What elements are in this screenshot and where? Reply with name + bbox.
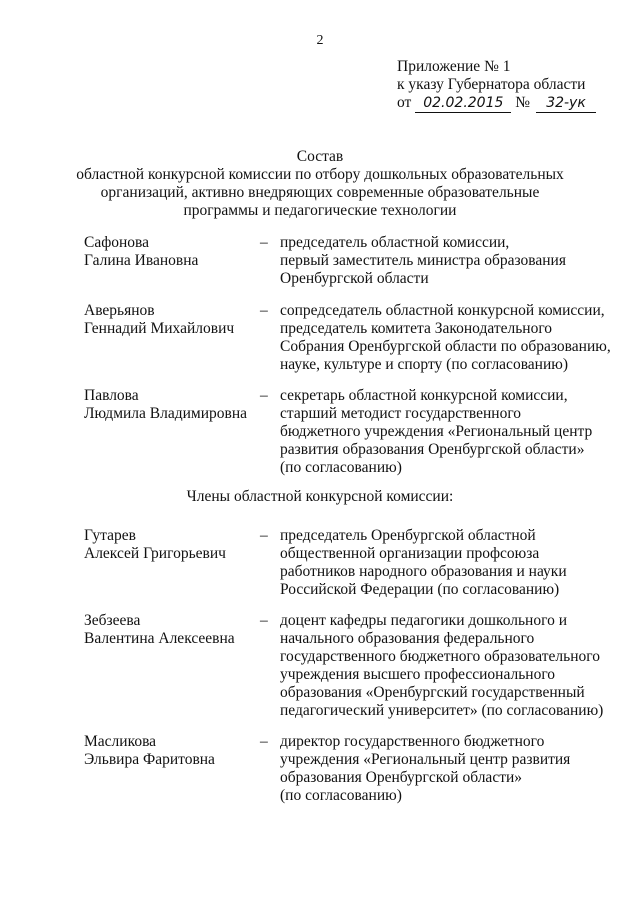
member-surname: Зебзеева: [84, 612, 141, 629]
role-line: образования Оренбургской области»: [280, 769, 523, 786]
role-line: образования «Оренбургский государственный: [280, 684, 585, 701]
role-line: учреждения высшего профессионального: [280, 666, 556, 683]
member-surname: Сафонова: [84, 234, 150, 251]
member-given-name: Алексей Григорьевич: [84, 545, 226, 562]
title-line: областной конкурсной комиссии по отбору дошкольных образовательных: [76, 166, 564, 183]
member-surname: Масликова: [84, 733, 157, 750]
role-line: учреждения «Региональный центр развития: [280, 751, 571, 768]
dash-separator: –: [260, 527, 268, 544]
title-line: программы и педагогические технологии: [183, 202, 457, 219]
member-surname: Павлова: [84, 387, 139, 404]
role-line: Российской Федерации (по согласованию): [280, 581, 560, 598]
member-name: [84, 234, 254, 270]
member-name: [84, 733, 254, 769]
page-number: 2: [316, 33, 324, 48]
role-line: председатель Оренбургской областной: [280, 527, 536, 544]
role-line: начального образования федерального: [280, 630, 535, 647]
role-line: председатель комитета Законодательного: [280, 320, 553, 337]
appendix-decree-ref: к указу Губернатора области: [397, 76, 586, 93]
member-given-name: Людмила Владимировна: [84, 405, 248, 422]
member-role: [280, 733, 620, 805]
document-title: [60, 148, 580, 220]
member-role: [280, 527, 620, 599]
title-line: организаций, активно внедряющих современные образовательные: [100, 184, 540, 201]
member-name: [84, 387, 254, 423]
role-line: педагогический университет» (по согласованию): [280, 702, 604, 719]
appendix-title: Приложение № 1: [397, 58, 511, 75]
member-role: [280, 387, 620, 477]
role-line: (по согласованию): [280, 459, 402, 476]
member-given-name: Эльвира Фаритовна: [84, 751, 215, 768]
dash-separator: –: [260, 612, 268, 629]
role-line: науке, культуре и спорту (по согласованию): [280, 356, 569, 373]
role-line: директор государственного бюджетного: [280, 733, 545, 750]
role-line: бюджетного учреждения «Региональный центр: [280, 423, 593, 440]
role-line: развития образования Оренбургской области»: [280, 441, 585, 458]
decree-number: 32-ук: [536, 94, 596, 113]
role-line: Оренбургской области: [280, 270, 429, 287]
role-line: Собрания Оренбургской области по образованию,: [280, 338, 611, 355]
member-surname: Гутарев: [84, 527, 136, 544]
member-name: [84, 612, 254, 648]
role-line: сопредседатель областной конкурсной комиссии,: [280, 302, 605, 319]
member-given-name: Валентина Алексеевна: [84, 630, 235, 647]
member-given-name: Геннадий Михайлович: [84, 320, 235, 337]
dash-separator: –: [260, 234, 268, 251]
role-line: председатель областной комиссии,: [280, 234, 510, 251]
role-line: доцент кафедры педагогики дошкольного и: [280, 612, 567, 629]
number-label: №: [515, 94, 530, 111]
role-line: первый заместитель министра образования: [280, 252, 566, 269]
from-label: от: [397, 94, 412, 111]
member-given-name: Галина Ивановна: [84, 252, 199, 269]
appendix-block: [397, 58, 637, 113]
appendix-date-line: [397, 94, 637, 113]
dash-separator: –: [260, 387, 268, 404]
role-line: работников народного образования и науки: [280, 563, 567, 580]
dash-separator: –: [260, 733, 268, 750]
title-heading: Состав: [296, 148, 344, 165]
role-line: общественной организации профсоюза: [280, 545, 540, 562]
member-role: [280, 234, 620, 288]
member-role: [280, 302, 620, 374]
member-role: [280, 612, 620, 720]
member-name: [84, 302, 254, 338]
role-line: старший методист государственного: [280, 405, 522, 422]
role-line: секретарь областной конкурсной комиссии,: [280, 387, 568, 404]
role-line: (по согласованию): [280, 787, 402, 804]
role-line: государственного бюджетного образовательного: [280, 648, 600, 665]
member-name: [84, 527, 254, 563]
members-heading: Члены областной конкурсной комиссии:: [186, 488, 454, 505]
decree-date: 02.02.2015: [415, 94, 511, 113]
dash-separator: –: [260, 302, 268, 319]
member-surname: Аверьянов: [84, 302, 155, 319]
